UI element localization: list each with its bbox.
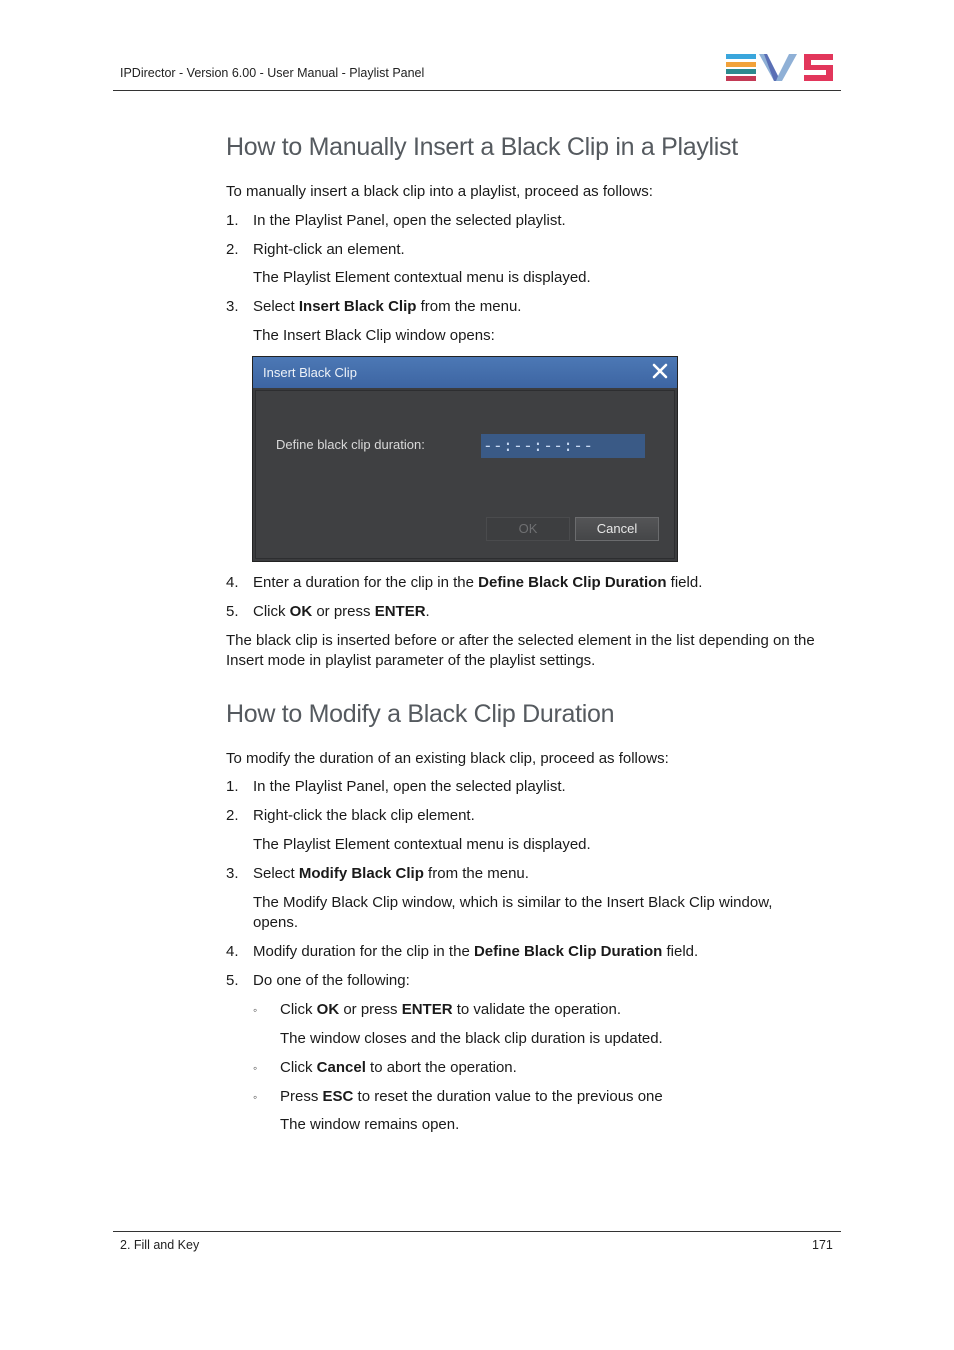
dialog-title: Insert Black Clip — [263, 365, 357, 380]
step-number: 1. — [226, 212, 239, 229]
bullet-icon: ◦ — [253, 1061, 258, 1075]
cancel-button[interactable]: Cancel — [575, 517, 659, 541]
footer-rule — [113, 1231, 841, 1232]
step-text: Select Modify Black Clip from the menu. — [253, 865, 529, 882]
section-outro: Insert mode in playlist parameter of the playlist settings. — [226, 652, 596, 669]
section-heading-modify: How to Modify a Black Clip Duration — [226, 700, 615, 728]
step-result: The Playlist Element contextual menu is displayed. — [253, 836, 591, 853]
step-result: The Insert Black Clip window opens: — [253, 327, 495, 344]
step-text: In the Playlist Panel, open the selected playlist. — [253, 778, 566, 795]
duration-input[interactable]: --:--:--:-- — [481, 434, 645, 458]
footer-chapter: 2. Fill and Key — [120, 1238, 200, 1252]
close-icon[interactable] — [651, 362, 669, 380]
step-text: Do one of the following: — [253, 972, 410, 989]
section-intro: To modify the duration of an existing black clip, proceed as follows: — [226, 750, 669, 767]
bullet-result: The window remains open. — [280, 1116, 460, 1133]
running-header: IPDirector - Version 6.00 - User Manual - Playlist Panel — [120, 66, 425, 80]
step-number: 3. — [226, 298, 239, 315]
dialog-body — [255, 390, 675, 559]
step-text: Modify duration for the clip in the Define Black Clip Duration field. — [253, 943, 699, 960]
step-text: Select Insert Black Clip from the menu. — [253, 298, 522, 315]
bullet-text: Click Cancel to abort the operation. — [280, 1059, 517, 1076]
ok-button[interactable]: OK — [486, 517, 570, 541]
step-number: 5. — [226, 972, 239, 989]
step-text: Enter a duration for the clip in the Define Black Clip Duration field. — [253, 574, 703, 591]
step-number: 2. — [226, 241, 239, 258]
section-intro: To manually insert a black clip into a playlist, proceed as follows: — [226, 183, 653, 200]
step-text: In the Playlist Panel, open the selected playlist. — [253, 212, 566, 229]
insert-black-clip-dialog — [252, 356, 678, 562]
step-result: The Playlist Element contextual menu is displayed. — [253, 269, 591, 286]
section-outro: The black clip is inserted before or after the selected element in the list depending on the — [226, 632, 815, 649]
step-number: 4. — [226, 943, 239, 960]
page-number: 171 — [812, 1238, 833, 1252]
step-number: 4. — [226, 574, 239, 591]
step-number: 3. — [226, 865, 239, 882]
dialog-title-bar — [253, 357, 677, 388]
duration-label: Define black clip duration: — [276, 437, 425, 452]
evs-logo — [726, 54, 834, 82]
header-rule — [113, 90, 841, 91]
step-number: 5. — [226, 603, 239, 620]
bullet-icon: ◦ — [253, 1090, 258, 1104]
bullet-text: Press ESC to reset the duration value to the previous one — [280, 1088, 663, 1105]
bullet-result: The window closes and the black clip duration is updated. — [280, 1030, 663, 1047]
step-text: Click OK or press ENTER. — [253, 603, 430, 620]
step-number: 2. — [226, 807, 239, 824]
step-number: 1. — [226, 778, 239, 795]
step-text: Right-click an element. — [253, 241, 405, 258]
step-result: The Modify Black Clip window, which is similar to the Insert Black Clip window, — [253, 894, 773, 911]
bullet-text: Click OK or press ENTER to validate the operation. — [280, 1001, 621, 1018]
bullet-icon: ◦ — [253, 1003, 258, 1017]
step-text: Right-click the black clip element. — [253, 807, 475, 824]
section-heading-insert: How to Manually Insert a Black Clip in a Playlist — [226, 133, 738, 161]
step-result: opens. — [253, 914, 299, 931]
